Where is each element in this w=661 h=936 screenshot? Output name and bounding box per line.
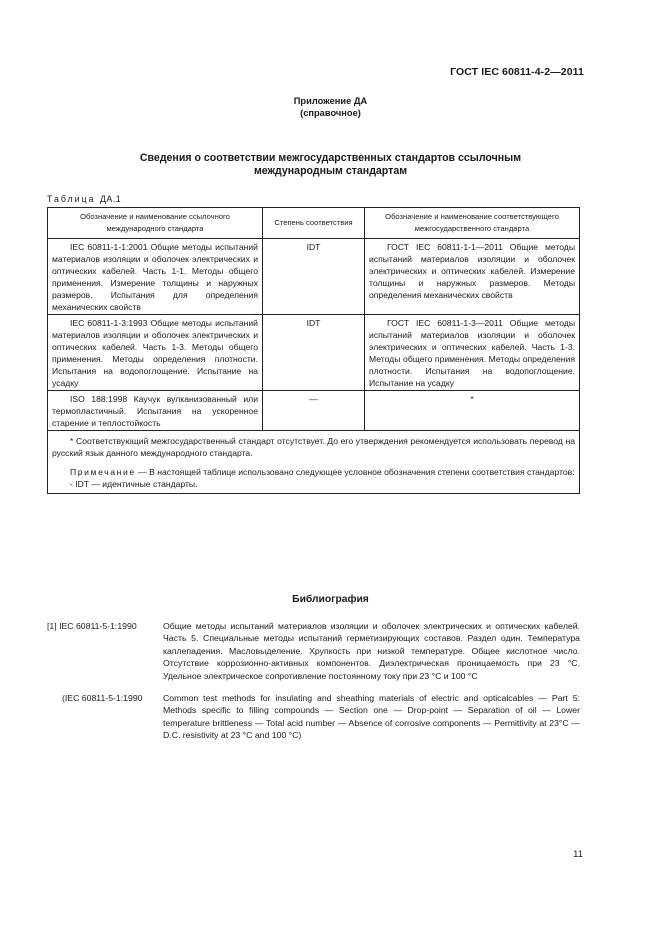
table-notes [48,431,580,494]
section-title-line2: международным стандартам [253,165,408,177]
note [52,466,575,478]
table-row [48,315,580,391]
table-label-number: ДА.1 [99,194,122,204]
table-row [48,239,580,315]
header-interstate-standard: Обозначение и наименование соответствующего межгосударственного стандарта [365,208,580,239]
cell-degree: IDT [263,239,365,315]
header-international-standard: Обозначение и наименование ссылочного международного стандарта [48,208,263,239]
page-number: 11 [573,849,583,860]
table-label-word: Таблица [47,194,96,204]
cell-interstate-standard: ГОСТ IEC 60811-1-3—2011 Общие методы испытаний материалов изоляции и оболочек электрических и оптических кабелей. Часть 1-3. Методы общего применения. Методы определения плотности. Испытания на водопоглощение. Испытание на усадку [365,315,580,391]
bibliography-ref: (IEC 60811-5-1:1990 [62,693,143,703]
note-text: — В настоящей таблице использовано следующее условное обозначения степени соответствия стандартов: [138,467,575,477]
table-header-row [48,208,580,239]
document-code: ГОСТ IEC 60811-4-2—2011 [450,66,584,78]
footnote: * Соответствующий межгосударственный стандарт отсутствует. До его утверждения рекомендуется использовать перевод на русский язык данного международного стандарта. [52,436,575,458]
cell-degree: IDT [263,315,365,391]
note-item: - IDT — идентичные стандарты. [70,479,198,489]
table-label [47,194,121,204]
table-row [48,391,580,431]
bibliography-ref: [1] IEC 60811-5-1:1990 [47,621,137,631]
table-note-row [48,431,580,494]
bibliography-title: Библиография [292,594,369,605]
bibliography-text: Общие методы испытаний материалов изоляции и оболочек электрических и оптических кабелей. Часть 5. Специальные методы испытаний герметизирующих составов. Раздел один. Температура каплепадения. Масловыделение. Хрупкость при низкой температуре. Общее кислотное число. Отсутствие коррозионно-активных компонентов. Диэлектрическая проницаемость при 23 °С. Удельное электрическое сопротивление постоянному току при 23 °С и 100 °С [163,621,580,681]
cell-interstate-standard: * [365,391,580,431]
cell-international-standard: IEC 60811-1-1:2001 Общие методы испытаний материалов изоляции и оболочек электрических и оптических кабелей. Часть 1-1. Методы общего применения. Измерение толщины и наружных размеров. Испытания для определения механических свойств [48,239,263,315]
cell-degree: — [263,391,365,431]
section-title-line1: Сведения о соответствии межгосударственных стандартов ссылочным [139,152,522,164]
bibliography-entry [47,692,580,744]
header-degree: Степень соответствия [263,208,365,239]
bibliography-entry [47,620,580,692]
annex-subtitle: (справочное) [300,108,361,118]
section-title [0,152,661,178]
bibliography-text: Common test methods for insulating and sheathing materials of electric and opticalcables — Part 5: Methods specific to filling compounds — Section one — Drop-point — Separation of oil — Lower temperature brittleness — Total acid number — Absence of corrosive components — Permittivity at 23°C — D.C. resistivity at 23 °C and 100 °C) [163,693,580,741]
cell-international-standard: ISO 188:1998 Каучук вулканизованный или термопластичный. Испытания на ускоренное старение и теплостойкость [48,391,263,431]
note-label: Примечание [70,467,136,477]
correspondence-table [47,207,580,494]
annex-title: Приложение ДА [293,96,368,106]
cell-international-standard: IEC 60811-1-3:1993 Общие методы испытаний материалов изоляции и оболочек электрических и оптических кабелей. Часть 1-3. Методы общего применения. Методы определения плотности. Испытания на водопоглощение. Испытание на усадку [48,315,263,391]
cell-interstate-standard: ГОСТ IEC 60811-1-1—2011 Общие методы испытаний материалов изоляции и оболочек электрических и оптических кабелей. Измерение толщины и наружных размеров. Методы определения механических свойств [365,239,580,315]
annex-heading [0,95,661,119]
